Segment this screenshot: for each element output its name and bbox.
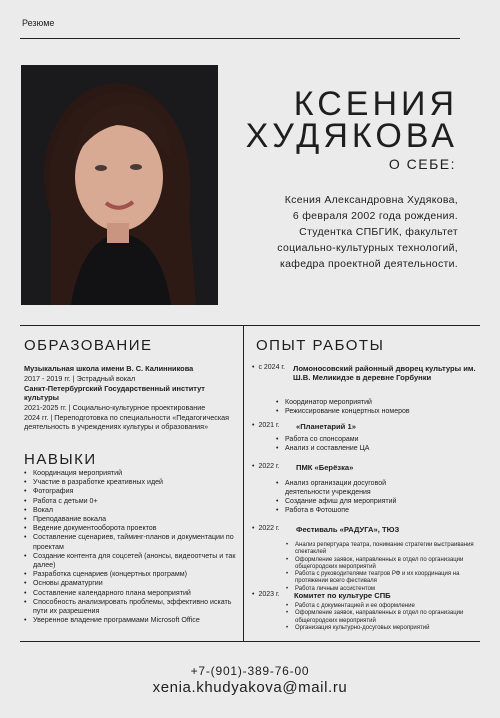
job-date: • 2021 г. (252, 422, 280, 429)
job-duty: • Анализ организации досуговой деятельности учреждения (276, 479, 426, 497)
skill-item: • Составление календарного плана мероприятий (24, 589, 238, 598)
job-entry (252, 364, 484, 424)
experience-heading: ОПЫТ РАБОТЫ (256, 337, 385, 354)
skill-item: • Работа с детьми 0+ (24, 497, 238, 506)
skill-item: • Ведение документооборота проектов (24, 524, 238, 533)
about-line: Студентка СПБГИК, факультет (299, 226, 458, 238)
job-duty: • Работа с документацией и ее оформление (286, 603, 482, 610)
job-duty: • Оформление заявок, направленных в отдел по организации общегородских мероприятий (286, 610, 482, 625)
about-heading: О СЕБЕ: (388, 156, 456, 172)
job-title: Ломоносовский районный дворец культуры им. Ш.В. Меликидзе в деревне Горбунки (293, 364, 476, 382)
footer-divider (20, 641, 480, 642)
job-date: • 2023 г. (252, 591, 280, 598)
job-duty: • Создание афиш для мероприятий (276, 497, 426, 506)
job-entry (252, 591, 484, 635)
skill-item: • Преподавание вокала (24, 515, 238, 524)
job-date: • 2022 г. (252, 463, 280, 470)
job-duty: • Работа с руководителями театров РФ и их координация на протяжении всего фестиваля (286, 571, 482, 586)
column-divider (243, 325, 244, 641)
job-duty: • Работа в Фотошопе (276, 506, 426, 515)
job-duty: • Координатор мероприятий (276, 398, 481, 407)
phone-number[interactable]: +7-(901)-389-76-00 (190, 664, 310, 678)
job-duty: • Работа со спонсорами (276, 435, 481, 444)
top-divider (20, 38, 460, 39)
skill-item: • Основы драматургии (24, 579, 238, 588)
about-line: социально-культурных технологий, (277, 242, 458, 254)
education-detail: 2017 - 2019 гг. | Эстрадный вокал (24, 374, 136, 383)
about-text (203, 192, 458, 272)
job-date: • с 2024 г. (252, 364, 285, 371)
job-duties (276, 398, 481, 416)
section-divider (20, 325, 480, 326)
education-extra: 2024 гг. | Переподготовка по специальности «Педагогическая деятельность в учреждениях культуры и образования» (24, 413, 230, 431)
job-duty: • Анализ и составление ЦА (276, 444, 481, 453)
job-duties (286, 603, 482, 632)
skill-item: • Создание контента для соцсетей (анонсы, видеоотчеты и так далее) (24, 552, 238, 570)
skill-item: • Фотография (24, 487, 238, 496)
skill-item: • Разработка сценариев (концертных программ) (24, 570, 238, 579)
job-entry (252, 422, 484, 458)
skill-item: • Уверенное владение программами Microsoft Office (24, 616, 238, 625)
education-school: Санкт-Петербургский Государственный институт культуры (24, 384, 205, 402)
job-duty: • Организация культурно-досуговых мероприятий (286, 625, 482, 632)
education-heading: ОБРАЗОВАНИЕ (24, 337, 153, 354)
about-line: кафедра проектной деятельности. (280, 258, 458, 270)
full-name (245, 85, 458, 155)
skills-list (24, 469, 238, 625)
resume-label: Резюме (22, 18, 55, 28)
job-duty: • Оформление заявок, направленных в отдел по организации общегородских мероприятий (286, 557, 482, 572)
last-name: ХУДЯКОВА (245, 117, 458, 155)
job-title: «Планетарий 1» (296, 422, 356, 431)
skill-item: • Способность анализировать проблемы, эффективно искать пути их разрешения (24, 598, 238, 616)
job-duty: • Режиссирование концертных номеров (276, 407, 481, 416)
email-address[interactable]: xenia.khudyakova@mail.ru (152, 679, 348, 696)
skill-item: • Координация мероприятий (24, 469, 238, 478)
education-detail: 2021-2025 гг. | Социально-культурное проектирование (24, 403, 206, 412)
skill-item: • Составление сценариев, тайминг-планов и документации по проектам (24, 533, 238, 551)
job-title: ПМК «Берёзка» (296, 463, 354, 472)
job-duty: • Анализ репертуара театра, понимание стратегии выстраивания спектаклей (286, 542, 482, 557)
job-title: Фестиваль «РАДУГА», ТЮЗ (296, 525, 400, 534)
job-duties (276, 435, 481, 453)
job-entry (252, 463, 484, 518)
about-line: Ксения Александровна Худякова, (284, 194, 458, 206)
first-name: КСЕНИЯ (293, 85, 458, 123)
education-school: Музыкальная школа имени В. С. Калинникова (24, 364, 194, 373)
skills-heading: НАВЫКИ (24, 451, 97, 468)
job-entry (252, 525, 484, 592)
skill-item: • Вокал (24, 506, 238, 515)
education-section (24, 364, 236, 432)
job-duties (276, 479, 426, 515)
job-duties (286, 542, 482, 593)
job-title: Комитет по культуре СПБ (294, 591, 391, 600)
about-line: 6 февраля 2002 года рождения. (292, 210, 458, 222)
profile-photo (21, 65, 218, 305)
job-duty: • Работа личным ассистентом (286, 586, 482, 593)
skill-item: • Участие в разработке креативных идей (24, 478, 238, 487)
job-date: • 2022 г. (252, 525, 280, 532)
